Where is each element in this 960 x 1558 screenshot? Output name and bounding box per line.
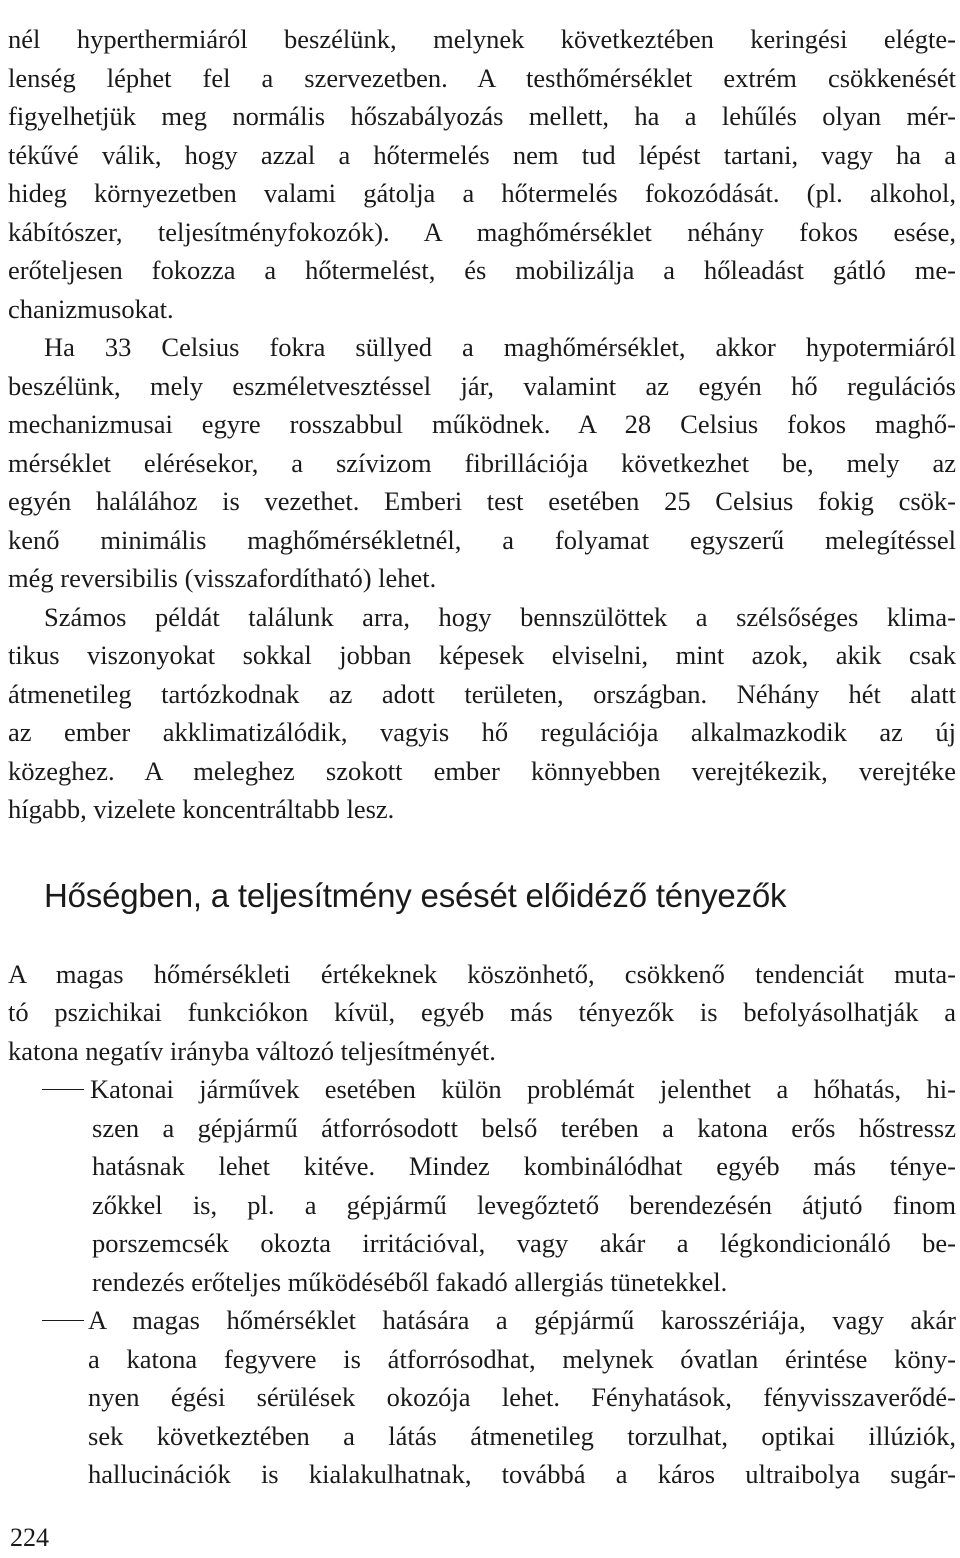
text-line: mérséklet elérésekor, a szívizom fibrillációja következhet be, mely az: [8, 447, 956, 478]
text-line: még reversibilis (visszafordítható) lehet.: [8, 563, 437, 593]
text-line: lenség léphet fel a szervezetben. A testhőmérséklet extrém csökkenését: [8, 62, 956, 93]
text-line: Ha 33 Celsius fokra süllyed a maghőmérséklet, akkor hypotermiáról: [44, 332, 956, 362]
list-item: [8, 1070, 956, 1301]
text-line: beszélünk, mely eszméletvesztéssel jár, valamint az egyén hő regulációs: [8, 370, 956, 401]
paragraph-hypothermia: [8, 328, 956, 598]
text-line: szen a gépjármű átforrósodott belső terében a katona erős hőstressz: [92, 1112, 956, 1143]
text-line: a katona fegyvere is átforrósodhat, melynek óvatlan érintése köny-: [88, 1343, 956, 1374]
text-line: hatásnak lehet kitéve. Mindez kombinálódhat egyéb más ténye-: [92, 1151, 956, 1181]
text-line: kenő minimális maghőmérsékletnél, a folyamat egyszerű melegítéssel: [8, 524, 956, 555]
text-line: az ember akklimatizálódik, vagyis hő regulációja alkalmazkodik az új: [8, 717, 956, 747]
text-line: zőkkel is, pl. a gépjármű levegőztető berendezésén átjutó finom: [92, 1189, 956, 1220]
text-line: nél hyperthermiáról beszélünk, melynek következtében keringési elégte-: [8, 24, 956, 54]
text-line: sek következtében a látás átmenetileg torzulhat, optikai illúziók,: [88, 1420, 956, 1451]
text-line: mechanizmusai egyre rosszabbul működnek. A 28 Celsius fokos maghő-: [8, 409, 956, 439]
text-line: nyen égési sérülések okozója lehet. Fényhatások, fényvisszaverődé-: [88, 1382, 956, 1412]
text-line: Számos példát találunk arra, hogy bennszülöttek a szélsőséges klima-: [44, 601, 956, 632]
text-line: porszemcsék okozta irritációval, vagy akár a légkondicionáló be-: [92, 1228, 956, 1258]
text-line: kábítószer, teljesítményfokozók). A maghőmérséklet néhány fokos esése,: [8, 216, 956, 247]
text-line: tikus viszonyokat sokkal jobban képesek elviselni, mint azok, akik csak: [8, 640, 956, 670]
paragraph-acclimatization: [8, 598, 956, 829]
list-item: [8, 1301, 956, 1494]
em-dash-marker: [42, 1089, 84, 1090]
text-line: Katonai járművek esetében külön problémát jelenthet a hőhatás, hi-: [90, 1074, 956, 1104]
text-line: közeghez. A meleghez szokott ember könnyebben verejtékezik, verejtéke: [8, 755, 956, 786]
text-line: erőteljesen fokozza a hőtermelést, és mobilizálja a hőleadást gátló me-: [8, 255, 956, 285]
text-line: tékűvé válik, hogy azzal a hőtermelés nem tud lépést tartani, vagy ha a: [8, 139, 956, 170]
text-line: átmenetileg tartózkodnak az adott területen, országban. Néhány hét alatt: [8, 678, 956, 709]
text-line: hideg környezetben valami gátolja a hőtermelés fokozódását. (pl. alkohol,: [8, 178, 956, 208]
text-line: chanizmusokat.: [8, 293, 174, 324]
text-line: tó pszichikai funkciókon kívül, egyéb más tényezők is befolyásolhatják a: [8, 997, 956, 1027]
text-line: A magas hőmérséklet hatására a gépjármű karosszériája, vagy akár: [88, 1305, 956, 1335]
text-line: hígabb, vizelete koncentráltabb lesz.: [8, 794, 395, 824]
text-line: rendezés erőteljes működéséből fakadó allergiás tünetekkel.: [92, 1266, 728, 1297]
text-line: katona negatív irányba változó teljesítményét.: [8, 1035, 496, 1066]
page-number: 224: [10, 1523, 49, 1552]
section-heading: Hőségben, a teljesítmény esését előidéző tényezők: [44, 876, 787, 914]
section-intro: [8, 955, 956, 1071]
text-line: figyelhetjük meg normális hőszabályozás mellett, ha a lehűlés olyan mér-: [8, 101, 956, 131]
paragraph-hyperthermia: [8, 20, 956, 328]
text-line: A magas hőmérsékleti értékeknek köszönhető, csökkenő tendenciát muta-: [8, 958, 956, 989]
text-line: egyén halálához is vezethet. Emberi test esetében 25 Celsius fokig csök-: [8, 486, 956, 516]
text-line: hallucinációk is kialakulhatnak, továbbá a káros ultraibolya sugár-: [88, 1459, 956, 1489]
em-dash-marker: [42, 1320, 84, 1321]
document-page: [8, 20, 956, 1494]
